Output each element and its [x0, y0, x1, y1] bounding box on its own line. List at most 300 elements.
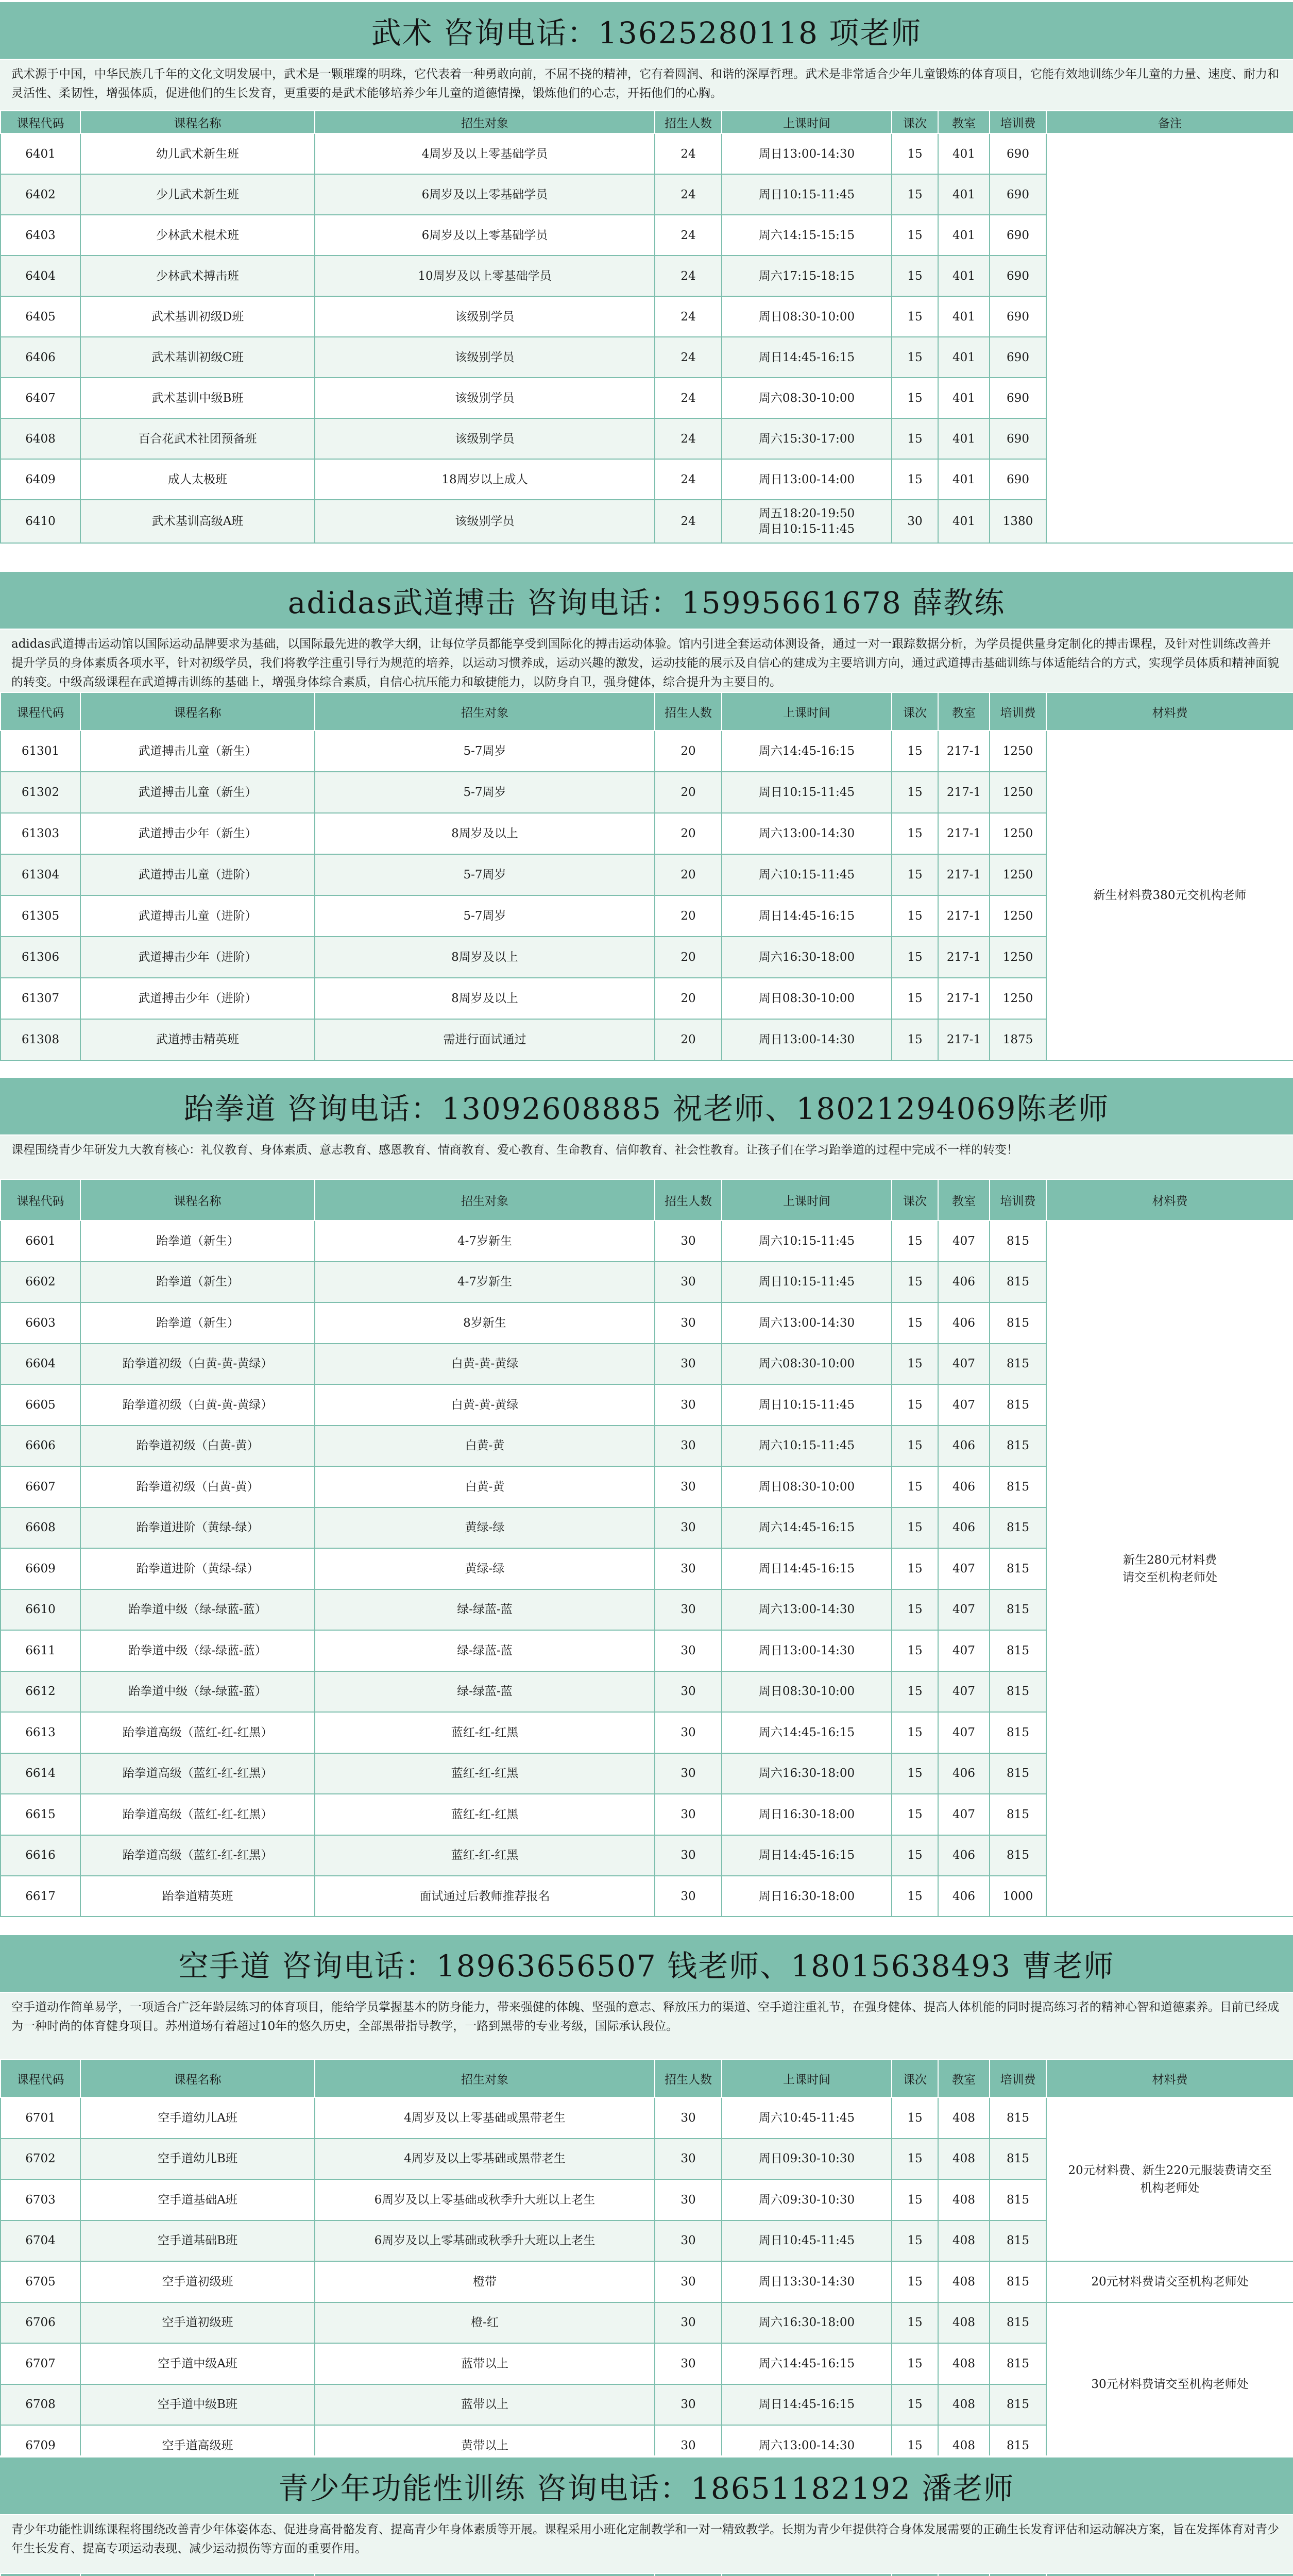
class-time: 周日10:15-11:45 [722, 1384, 892, 1426]
enrollment-limit: 20 [655, 978, 722, 1019]
column-header: 培训费 [990, 111, 1046, 133]
class-time: 周日14:45-16:15 [722, 337, 892, 378]
table-header-row [1, 692, 1293, 731]
classroom: 407 [938, 1221, 990, 1262]
enrollment-limit: 20 [655, 937, 722, 978]
column-header: 课次 [892, 692, 938, 731]
course-code: 6409 [1, 459, 80, 500]
class-time: 周六10:45-11:45 [722, 2097, 892, 2139]
session-count: 15 [892, 2221, 938, 2262]
column-header [892, 2573, 938, 2576]
class-time: 周六13:00-14:30 [722, 1589, 892, 1631]
column-header-extra [1046, 2573, 1293, 2576]
course-name: 跆拳道初级（白黄-黄-黄绿） [80, 1344, 315, 1385]
classroom: 406 [938, 1262, 990, 1303]
course-table [0, 2059, 1293, 2467]
material-fee-note: 新生280元材料费 请交至机构老师处 [1046, 1221, 1293, 1917]
target-students: 4-7岁新生 [315, 1262, 655, 1303]
classroom: 401 [938, 500, 990, 543]
course-name: 跆拳道高级（蓝红-红-红黑） [80, 1753, 315, 1794]
enrollment-limit: 30 [655, 2261, 722, 2302]
enrollment-limit: 30 [655, 1426, 722, 1467]
session-count: 15 [892, 2343, 938, 2384]
classroom: 408 [938, 2302, 990, 2344]
section-title: 青少年功能性训练 咨询电话：18651182192 潘老师 [0, 2455, 1293, 2514]
tuition-fee: 1875 [990, 1019, 1046, 1060]
material-fee-note: 20元材料费、新生220元服装费请交至机构老师处 [1046, 2097, 1293, 2261]
session-count: 15 [892, 2261, 938, 2302]
tuition-fee: 815 [990, 2139, 1046, 2180]
session-count: 15 [892, 1466, 938, 1507]
course-name: 武道搏击少年（进阶） [80, 978, 315, 1019]
session-count: 15 [892, 978, 938, 1019]
column-header: 培训费 [990, 2059, 1046, 2097]
class-time: 周六14:45-16:15 [722, 731, 892, 772]
course-code: 6708 [1, 2384, 80, 2426]
target-students: 5-7周岁 [315, 895, 655, 937]
session-count: 15 [892, 1548, 938, 1589]
column-header: 教室 [938, 1179, 990, 1221]
course-name: 武术基训初级D班 [80, 296, 315, 337]
target-students: 6周岁及以上零基础或秋季升大班以上老生 [315, 2179, 655, 2221]
class-time: 周六08:30-10:00 [722, 1344, 892, 1385]
class-time: 周六16:30-18:00 [722, 937, 892, 978]
class-time: 周六10:15-11:45 [722, 1426, 892, 1467]
class-time: 周日10:15-11:45 [722, 772, 892, 813]
target-students: 8周岁及以上 [315, 978, 655, 1019]
course-code: 6403 [1, 215, 80, 256]
tuition-fee: 815 [990, 1548, 1046, 1589]
class-time: 周日14:45-16:15 [722, 2384, 892, 2426]
classroom: 401 [938, 459, 990, 500]
course-code: 6609 [1, 1548, 80, 1589]
course-name: 跆拳道进阶（黄绿-绿） [80, 1507, 315, 1549]
target-students: 8周岁及以上 [315, 937, 655, 978]
session-count: 15 [892, 2097, 938, 2139]
class-time: 周日08:30-10:00 [722, 978, 892, 1019]
enrollment-limit: 30 [655, 1630, 722, 1671]
tuition-fee: 1250 [990, 978, 1046, 1019]
column-header: 课程名称 [80, 692, 315, 731]
column-header: 招生对象 [315, 1179, 655, 1221]
course-code: 6401 [1, 133, 80, 174]
enrollment-limit: 30 [655, 1262, 722, 1303]
course-code: 6402 [1, 174, 80, 215]
target-students: 橙带 [315, 2261, 655, 2302]
classroom: 217-1 [938, 813, 990, 854]
target-students: 6周岁及以上零基础学员 [315, 174, 655, 215]
session-count: 15 [892, 1426, 938, 1467]
enrollment-limit: 24 [655, 296, 722, 337]
classroom: 408 [938, 2384, 990, 2426]
table-row [1, 2261, 1293, 2302]
table-header-row [1, 2573, 1293, 2576]
tuition-fee: 1250 [990, 813, 1046, 854]
session-count: 15 [892, 1835, 938, 1876]
enrollment-limit: 30 [655, 1344, 722, 1385]
enrollment-limit: 24 [655, 215, 722, 256]
material-fee-note: 20元材料费请交至机构老师处 [1046, 2261, 1293, 2302]
session-count: 15 [892, 296, 938, 337]
class-time: 周六13:00-14:30 [722, 1302, 892, 1344]
tuition-fee: 1250 [990, 854, 1046, 895]
section-intro: 课程围绕青少年研发九大教育核心：礼仪教育、身体素质、意志教育、感恩教育、情商教育、爱心教育、生命教育、信仰教育、社会性教育。让孩子们在学习跆拳道的过程中完成不一样的转变！ [0, 1134, 1293, 1179]
session-count: 15 [892, 1019, 938, 1060]
course-code: 6709 [1, 2425, 80, 2466]
target-students: 黄绿-绿 [315, 1507, 655, 1549]
course-name: 少儿武术新生班 [80, 174, 315, 215]
session-count: 15 [892, 731, 938, 772]
column-header: 课程代码 [1, 1179, 80, 1221]
course-name: 空手道幼儿A班 [80, 2097, 315, 2139]
course-name: 空手道高级班 [80, 2425, 315, 2466]
tuition-fee: 815 [990, 1426, 1046, 1467]
class-time: 周日13:30-14:30 [722, 2261, 892, 2302]
tuition-fee: 815 [990, 1794, 1046, 1835]
course-code: 61301 [1, 731, 80, 772]
classroom: 217-1 [938, 1019, 990, 1060]
enrollment-limit: 20 [655, 772, 722, 813]
classroom: 408 [938, 2179, 990, 2221]
classroom: 406 [938, 1426, 990, 1467]
enrollment-limit: 30 [655, 1507, 722, 1549]
course-code: 61307 [1, 978, 80, 1019]
session-count: 15 [892, 1507, 938, 1549]
course-name: 武道搏击精英班 [80, 1019, 315, 1060]
column-header [990, 2573, 1046, 2576]
session-count: 15 [892, 1384, 938, 1426]
session-count: 15 [892, 2384, 938, 2426]
course-name: 跆拳道（新生） [80, 1221, 315, 1262]
enrollment-limit: 30 [655, 1835, 722, 1876]
classroom: 407 [938, 1344, 990, 1385]
course-code: 6407 [1, 378, 80, 418]
target-students: 18周岁以上成人 [315, 459, 655, 500]
target-students: 蓝红-红-红黑 [315, 1794, 655, 1835]
tuition-fee: 815 [990, 1671, 1046, 1713]
enrollment-limit: 24 [655, 459, 722, 500]
class-time: 周六15:30-17:00 [722, 418, 892, 459]
course-code: 6706 [1, 2302, 80, 2344]
classroom: 401 [938, 215, 990, 256]
classroom: 408 [938, 2343, 990, 2384]
course-name: 少林武术搏击班 [80, 256, 315, 296]
course-name: 武术基训初级C班 [80, 337, 315, 378]
course-name: 空手道初级班 [80, 2261, 315, 2302]
session-count: 15 [892, 937, 938, 978]
column-header [655, 2573, 722, 2576]
course-code: 61305 [1, 895, 80, 937]
target-students: 蓝红-红-红黑 [315, 1835, 655, 1876]
target-students: 需进行面试通过 [315, 1019, 655, 1060]
column-header: 课程名称 [80, 1179, 315, 1221]
course-name: 跆拳道初级（白黄-黄-黄绿） [80, 1384, 315, 1426]
course-name: 跆拳道高级（蓝红-红-红黑） [80, 1794, 315, 1835]
course-code: 6705 [1, 2261, 80, 2302]
section-title: 武术 咨询电话：13625280118 项老师 [0, 0, 1293, 59]
classroom: 407 [938, 1384, 990, 1426]
column-header: 教室 [938, 2059, 990, 2097]
enrollment-limit: 20 [655, 731, 722, 772]
material-fee-note: 30元材料费请交至机构老师处 [1046, 2302, 1293, 2467]
tuition-fee: 690 [990, 418, 1046, 459]
course-code: 6703 [1, 2179, 80, 2221]
course-code: 6410 [1, 500, 80, 543]
tuition-fee: 1250 [990, 895, 1046, 937]
class-time: 周六10:15-11:45 [722, 1221, 892, 1262]
class-time: 周五18:20-19:50 周日10:15-11:45 [722, 500, 892, 543]
course-name: 幼儿武术新生班 [80, 133, 315, 174]
target-students: 黄带以上 [315, 2425, 655, 2466]
classroom: 401 [938, 174, 990, 215]
class-time: 周六14:15-15:15 [722, 215, 892, 256]
target-students: 蓝带以上 [315, 2343, 655, 2384]
course-code: 6607 [1, 1466, 80, 1507]
class-time: 周日14:45-16:15 [722, 1548, 892, 1589]
enrollment-limit: 20 [655, 854, 722, 895]
enrollment-limit: 30 [655, 1302, 722, 1344]
class-time: 周日08:30-10:00 [722, 1671, 892, 1713]
column-header [1, 2573, 80, 2576]
classroom: 217-1 [938, 895, 990, 937]
class-time: 周日13:00-14:00 [722, 459, 892, 500]
tuition-fee: 815 [990, 1753, 1046, 1794]
class-time: 周六13:00-14:30 [722, 813, 892, 854]
course-code: 6606 [1, 1426, 80, 1467]
section-fitness [0, 2455, 1293, 2576]
enrollment-limit: 30 [655, 1221, 722, 1262]
classroom: 406 [938, 1302, 990, 1344]
table-row [1, 2302, 1293, 2344]
class-time: 周六09:30-10:30 [722, 2179, 892, 2221]
course-code: 61302 [1, 772, 80, 813]
tuition-fee: 1250 [990, 937, 1046, 978]
course-name: 跆拳道（新生） [80, 1262, 315, 1303]
enrollment-limit: 24 [655, 174, 722, 215]
classroom: 408 [938, 2221, 990, 2262]
course-code: 6704 [1, 2221, 80, 2262]
class-time: 周六14:45-16:15 [722, 2343, 892, 2384]
session-count: 15 [892, 1712, 938, 1753]
session-count: 15 [892, 895, 938, 937]
enrollment-limit: 30 [655, 1384, 722, 1426]
session-count: 15 [892, 1671, 938, 1713]
classroom: 407 [938, 1794, 990, 1835]
target-students: 橙-红 [315, 2302, 655, 2344]
course-name: 空手道基础A班 [80, 2179, 315, 2221]
column-header-extra: 材料费 [1046, 1179, 1293, 1221]
column-header [938, 2573, 990, 2576]
tuition-fee: 815 [990, 2343, 1046, 2384]
enrollment-limit: 30 [655, 1794, 722, 1835]
classroom: 406 [938, 1466, 990, 1507]
tuition-fee: 815 [990, 1589, 1046, 1631]
course-code: 6611 [1, 1630, 80, 1671]
section-taekwondo [0, 1076, 1293, 1917]
course-code: 6406 [1, 337, 80, 378]
course-code: 6615 [1, 1794, 80, 1835]
column-header: 招生人数 [655, 1179, 722, 1221]
enrollment-limit: 20 [655, 1019, 722, 1060]
target-students: 绿-绿蓝-蓝 [315, 1671, 655, 1713]
class-time: 周六16:30-18:00 [722, 1753, 892, 1794]
tuition-fee: 1250 [990, 772, 1046, 813]
course-table [0, 110, 1293, 544]
session-count: 15 [892, 1794, 938, 1835]
tuition-fee: 815 [990, 1344, 1046, 1385]
class-time: 周日13:00-14:30 [722, 133, 892, 174]
table-header-row [1, 2059, 1293, 2097]
classroom: 217-1 [938, 731, 990, 772]
target-students: 黄绿-绿 [315, 1548, 655, 1589]
course-code: 6603 [1, 1302, 80, 1344]
course-code: 6604 [1, 1344, 80, 1385]
session-count: 15 [892, 2302, 938, 2344]
enrollment-limit: 24 [655, 256, 722, 296]
course-name: 空手道中级A班 [80, 2343, 315, 2384]
class-time: 周六13:00-14:30 [722, 2425, 892, 2466]
enrollment-limit: 30 [655, 1876, 722, 1917]
course-name: 武术基训中级B班 [80, 378, 315, 418]
column-header: 上课时间 [722, 692, 892, 731]
tuition-fee: 690 [990, 378, 1046, 418]
course-table [0, 692, 1293, 1061]
tuition-fee: 815 [990, 2097, 1046, 2139]
target-students: 4周岁及以上零基础学员 [315, 133, 655, 174]
target-students: 该级别学员 [315, 500, 655, 543]
course-name: 跆拳道进阶（黄绿-绿） [80, 1548, 315, 1589]
classroom: 407 [938, 1548, 990, 1589]
course-table [0, 1179, 1293, 1917]
column-header: 招生人数 [655, 692, 722, 731]
classroom: 406 [938, 1753, 990, 1794]
column-header: 教室 [938, 111, 990, 133]
classroom: 407 [938, 1671, 990, 1713]
target-students: 6周岁及以上零基础学员 [315, 215, 655, 256]
course-code: 6405 [1, 296, 80, 337]
session-count: 15 [892, 1344, 938, 1385]
course-code: 6613 [1, 1712, 80, 1753]
enrollment-limit: 30 [655, 2343, 722, 2384]
column-header: 培训费 [990, 692, 1046, 731]
classroom: 408 [938, 2261, 990, 2302]
class-time: 周日14:45-16:15 [722, 895, 892, 937]
class-time: 周日10:15-11:45 [722, 174, 892, 215]
tuition-fee: 815 [990, 1712, 1046, 1753]
course-name: 武道搏击儿童（进阶） [80, 895, 315, 937]
classroom: 401 [938, 337, 990, 378]
tuition-fee: 815 [990, 1507, 1046, 1549]
table-row [1, 133, 1293, 174]
session-count: 15 [892, 1221, 938, 1262]
column-header: 招生对象 [315, 111, 655, 133]
enrollment-limit: 30 [655, 2384, 722, 2426]
course-code: 6404 [1, 256, 80, 296]
session-count: 15 [892, 1630, 938, 1671]
target-students: 白黄-黄-黄绿 [315, 1384, 655, 1426]
tuition-fee: 815 [990, 1835, 1046, 1876]
column-header [722, 2573, 892, 2576]
tuition-fee: 690 [990, 296, 1046, 337]
section-title: adidas武道搏击 咨询电话：15995661678 薛教练 [0, 570, 1293, 629]
classroom: 217-1 [938, 978, 990, 1019]
target-students: 4-7岁新生 [315, 1221, 655, 1262]
tuition-fee: 1380 [990, 500, 1046, 543]
course-name: 少林武术棍术班 [80, 215, 315, 256]
target-students: 白黄-黄 [315, 1466, 655, 1507]
section-title: 跆拳道 咨询电话：13092608885 祝老师、18021294069陈老师 [0, 1076, 1293, 1134]
target-students: 绿-绿蓝-蓝 [315, 1589, 655, 1631]
course-code: 61308 [1, 1019, 80, 1060]
classroom: 401 [938, 296, 990, 337]
classroom: 406 [938, 1507, 990, 1549]
classroom: 401 [938, 418, 990, 459]
course-code: 6707 [1, 2343, 80, 2384]
enrollment-limit: 24 [655, 378, 722, 418]
course-code: 6601 [1, 1221, 80, 1262]
course-name: 成人太极班 [80, 459, 315, 500]
material-fee-note: 新生材料费380元交机构老师 [1046, 731, 1293, 1060]
course-code: 6701 [1, 2097, 80, 2139]
course-name: 空手道基础B班 [80, 2221, 315, 2262]
column-header: 课程代码 [1, 692, 80, 731]
classroom: 401 [938, 256, 990, 296]
enrollment-limit: 30 [655, 1753, 722, 1794]
class-time: 周日10:15-11:45 [722, 1262, 892, 1303]
session-count: 15 [892, 174, 938, 215]
tuition-fee: 690 [990, 459, 1046, 500]
session-count: 15 [892, 854, 938, 895]
course-table [0, 2573, 1293, 2576]
column-header: 招生人数 [655, 111, 722, 133]
target-students: 白黄-黄 [315, 1426, 655, 1467]
classroom: 407 [938, 1589, 990, 1631]
class-time: 周日13:00-14:30 [722, 1019, 892, 1060]
session-count: 15 [892, 1876, 938, 1917]
class-time: 周六16:30-18:00 [722, 2302, 892, 2344]
course-code: 61306 [1, 937, 80, 978]
class-time: 周日09:30-10:30 [722, 2139, 892, 2180]
course-name: 武道搏击少年（新生） [80, 813, 315, 854]
enrollment-limit: 24 [655, 337, 722, 378]
class-time: 周日08:30-10:00 [722, 296, 892, 337]
column-header: 上课时间 [722, 111, 892, 133]
tuition-fee: 815 [990, 1221, 1046, 1262]
column-header-extra: 材料费 [1046, 692, 1293, 731]
course-name: 跆拳道初级（白黄-黄） [80, 1426, 315, 1467]
session-count: 15 [892, 2179, 938, 2221]
classroom: 408 [938, 2097, 990, 2139]
enrollment-limit: 20 [655, 813, 722, 854]
tuition-fee: 1000 [990, 1876, 1046, 1917]
column-header: 课程名称 [80, 111, 315, 133]
section-intro: 青少年功能性训练课程将围绕改善青少年体姿体态、促进身高骨骼发育、提高青少年身体素质等开展。课程采用小班化定制教学和一对一精致教学。长期为青少年提供符合身体发展需要的正确生长发育评估和运动解决方案，旨在发挥体育对青少年生长发育、提高专项运动表现、减少运动损伤等方面的重要作用。 [0, 2514, 1293, 2573]
enrollment-limit: 30 [655, 2097, 722, 2139]
section-karate [0, 1933, 1293, 2467]
target-students: 面试通过后教师推荐报名 [315, 1876, 655, 1917]
course-name: 武术基训高级A班 [80, 500, 315, 543]
session-count: 15 [892, 459, 938, 500]
enrollment-limit: 30 [655, 1548, 722, 1589]
target-students: 5-7周岁 [315, 854, 655, 895]
course-name: 武道搏击儿童（进阶） [80, 854, 315, 895]
course-code: 6608 [1, 1507, 80, 1549]
classroom: 406 [938, 1835, 990, 1876]
enrollment-limit: 24 [655, 500, 722, 543]
tuition-fee: 690 [990, 337, 1046, 378]
target-students: 10周岁及以上零基础学员 [315, 256, 655, 296]
course-name: 空手道幼儿B班 [80, 2139, 315, 2180]
